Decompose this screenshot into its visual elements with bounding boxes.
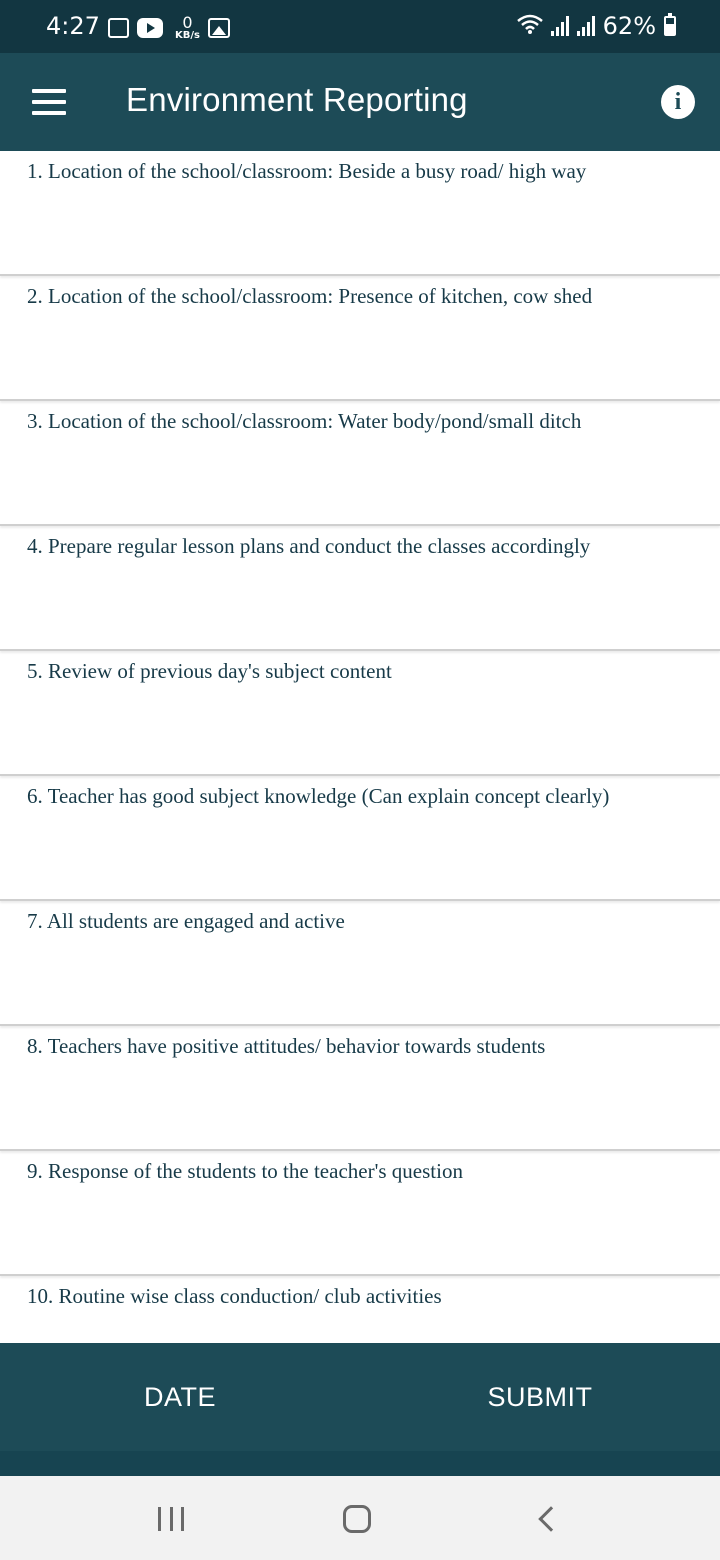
notification-icons: [108, 15, 230, 41]
list-item[interactable]: [0, 776, 720, 901]
signal-icon: [551, 16, 569, 36]
data-speed-unit: KB/s: [175, 30, 200, 41]
data-speed-indicator: [175, 15, 200, 41]
list-item[interactable]: [0, 1276, 720, 1343]
list-item-text: 10. Routine wise class conduction/ club activities: [27, 1284, 442, 1308]
list-item[interactable]: [0, 651, 720, 776]
battery-percent: 62%: [602, 12, 656, 40]
date-button[interactable]: DATE: [143, 1381, 216, 1412]
report-item-list: [0, 151, 720, 1343]
signal-icon: [577, 16, 595, 36]
status-time: 4:27: [46, 12, 100, 40]
list-item-text: 9. Response of the students to the teacher's question: [27, 1159, 463, 1183]
list-item-text: 8. Teachers have positive attitudes/ behavior towards students: [27, 1034, 546, 1058]
list-item-text: 5. Review of previous day's subject content: [27, 659, 392, 683]
wifi-icon: [517, 14, 543, 39]
list-item[interactable]: [0, 401, 720, 526]
recent-apps-icon[interactable]: [158, 1507, 184, 1531]
list-item[interactable]: [0, 1151, 720, 1276]
page-title: Environment Reporting: [126, 81, 468, 118]
list-item[interactable]: [0, 901, 720, 1026]
bottom-action-bar: [0, 1343, 720, 1451]
menu-icon[interactable]: [32, 89, 66, 115]
app-bar: [0, 53, 720, 151]
list-item-text: 6. Teacher has good subject knowledge (Can explain concept clearly): [27, 784, 610, 808]
data-speed-value: 0: [182, 13, 193, 32]
list-item[interactable]: [0, 1026, 720, 1151]
flipkart-icon: [108, 18, 129, 38]
list-item-text: 4. Prepare regular lesson plans and conduct the classes accordingly: [27, 534, 591, 558]
bottom-divider: [0, 1451, 720, 1476]
info-icon[interactable]: i: [661, 85, 695, 119]
list-item-text: 2. Location of the school/classroom: Presence of kitchen, cow shed: [27, 284, 593, 308]
list-item[interactable]: [0, 151, 720, 276]
list-item-text: 7. All students are engaged and active: [27, 909, 345, 933]
battery-icon: [664, 16, 676, 36]
youtube-icon: [137, 18, 163, 38]
list-item[interactable]: [0, 526, 720, 651]
submit-button[interactable]: SUBMIT: [487, 1381, 593, 1412]
status-bar: [0, 0, 720, 53]
image-icon: [208, 18, 230, 38]
home-icon[interactable]: [343, 1505, 371, 1533]
list-item-text: 3. Location of the school/classroom: Water body/pond/small ditch: [27, 409, 582, 433]
system-navigation-bar: [0, 1476, 720, 1560]
system-icons: [517, 12, 676, 40]
list-item[interactable]: [0, 276, 720, 401]
back-icon[interactable]: [538, 1506, 563, 1531]
list-item-text: 1. Location of the school/classroom: Beside a busy road/ high way: [27, 159, 587, 183]
